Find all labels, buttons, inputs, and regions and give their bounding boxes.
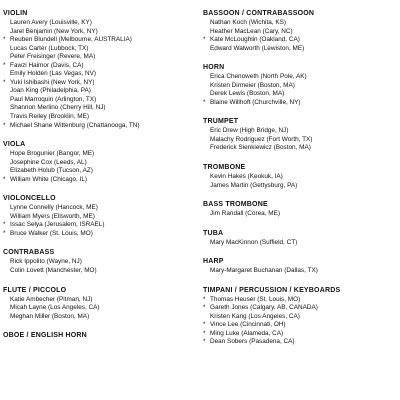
member-name: Eric Drew (High Bridge, NJ): [210, 127, 289, 135]
member-name: Joan King (Philadelphia, PA): [10, 87, 91, 95]
member-entry: [203, 28, 395, 37]
member-entry: [3, 45, 195, 54]
member-entry: [203, 267, 395, 276]
member-entry: [3, 36, 195, 45]
member-entry: [3, 258, 195, 267]
principal-marker: *: [3, 121, 6, 129]
member-entry: [3, 176, 195, 185]
principal-marker: *: [203, 36, 206, 44]
right-column: [203, 9, 395, 347]
member-entry: [3, 53, 195, 62]
member-entry: [203, 210, 395, 219]
member-name: Elizabeth Holub (Tucson, AZ): [10, 167, 93, 175]
section-spacer: [3, 130, 195, 140]
section-spacer: [3, 276, 195, 286]
section-violin: [3, 9, 195, 130]
member-entry: [203, 296, 395, 305]
member-name: Lucas Carter (Lubbock, TX): [10, 44, 89, 52]
section-trombone: [203, 163, 395, 190]
member-name: Issac Selya (Jerusalem, ISRAEL): [10, 221, 105, 229]
member-entry: [203, 239, 395, 248]
member-name: Kristen Kang (Los Angeles, CA): [210, 312, 300, 320]
section-heading: TROMBONE: [203, 164, 246, 172]
principal-marker: *: [3, 61, 6, 69]
member-entry: [3, 304, 195, 313]
member-entry: [203, 90, 395, 99]
principal-marker: *: [203, 304, 206, 312]
member-name: Josephine Cox (Leeds, AL): [10, 158, 87, 166]
member-name: Kristen Dirmeier (Boston, MA): [210, 81, 295, 89]
member-entry: [3, 213, 195, 222]
section-spacer: [3, 184, 195, 194]
member-name: Vince Lee (Cincinnati, OH): [210, 321, 286, 329]
member-entry: [3, 313, 195, 322]
section-heading: HARP: [203, 258, 224, 266]
section-horn: [203, 63, 395, 107]
section-heading: CONTRABASS: [3, 249, 55, 257]
section-spacer: [203, 190, 395, 200]
member-entry: [203, 321, 395, 330]
principal-marker: *: [203, 98, 206, 106]
member-entry: [203, 173, 395, 182]
member-name: Blaine Willhoft (Churchville, NY): [210, 98, 301, 106]
member-name: Ming Luke (Alameda, CA): [210, 329, 284, 337]
member-name: Erica Chenoweth (North Pole, AK): [210, 73, 307, 81]
section-harp: [203, 257, 395, 276]
member-name: William White (Chicago, IL): [10, 175, 88, 183]
member-name: Katie Ambecher (Pitman, NJ): [10, 295, 93, 303]
member-entry: [3, 96, 195, 105]
section-heading: OBOE / ENGLISH HORN: [3, 332, 87, 340]
member-name: Micah Layne (Los Angeles, CA): [10, 304, 100, 312]
member-entry: [3, 296, 195, 305]
member-entry: [203, 182, 395, 191]
member-entry: [3, 122, 195, 131]
section-heading: VIOLONCELLO: [3, 195, 56, 203]
section-spacer: [3, 238, 195, 248]
member-entry: [3, 221, 195, 230]
left-column: [3, 9, 195, 341]
section-heading: TUBA: [203, 229, 224, 237]
section-tuba: [203, 229, 395, 248]
member-entry: [3, 104, 195, 113]
member-entry: [3, 28, 195, 37]
member-name: Mary MacKinnon (Suffield, CT): [210, 238, 298, 246]
member-entry: [203, 99, 395, 108]
member-entry: [3, 113, 195, 122]
member-name: Malachy Rodriguez (Fort Worth, TX): [210, 135, 313, 143]
principal-marker: *: [203, 295, 206, 303]
member-name: Kevin Hakes (Keokuk, IA): [210, 173, 283, 181]
member-name: Lynne Connelly (Hancock, ME): [10, 204, 98, 212]
member-entry: [203, 73, 395, 82]
member-name: Jarel Benjamin (New York, NY): [10, 27, 98, 35]
member-entry: [203, 338, 395, 347]
section-heading: HORN: [203, 64, 225, 72]
member-entry: [203, 36, 395, 45]
member-name: Nathan Koch (Wichita, KS): [210, 19, 287, 26]
member-name: Jim Randall (Corea, ME): [210, 210, 280, 218]
section-trumpet: [203, 117, 395, 153]
section-timpani-percussion-keyboards: [203, 286, 395, 347]
member-name: Peter Freisinger (Revere, MA): [10, 53, 96, 61]
principal-marker: *: [203, 329, 206, 337]
member-entry: [203, 136, 395, 145]
section-contrabass: [3, 248, 195, 275]
member-entry: [203, 45, 395, 54]
member-name: Bruce Walker (St. Louis, MO): [10, 229, 93, 237]
member-entry: [3, 150, 195, 159]
member-name: Derek Lewis (Boston, MA): [210, 90, 285, 98]
member-name: James Martin (Gettysburg, PA): [210, 181, 298, 189]
section-spacer: [203, 219, 395, 229]
member-entry: [203, 82, 395, 91]
principal-marker: *: [3, 229, 6, 237]
member-name: Thomas Heuser (St. Louis, MO): [210, 295, 301, 303]
member-entry: [203, 313, 395, 322]
member-entry: [3, 79, 195, 88]
member-entry: [3, 267, 195, 276]
member-name: Meghan Miller (Boston, MA): [10, 312, 90, 320]
member-name: Lauren Avery (Louisville, KY): [10, 19, 92, 26]
member-name: Dean Sobers (Pasadena, CA): [210, 338, 295, 346]
member-name: William Myers (Ellsworth, ME): [10, 212, 95, 220]
member-name: Mary-Margaret Buchanan (Dallas, TX): [210, 267, 318, 275]
member-entry: [3, 159, 195, 168]
section-violoncello: [3, 194, 195, 238]
member-name: Michael Shane Wittenburg (Chattanooga, TN): [10, 121, 140, 129]
section-viola: [3, 140, 195, 184]
member-entry: [203, 127, 395, 136]
section-flute-piccolo: [3, 286, 195, 322]
member-name: Colin Lovett (Manchester, MO): [10, 267, 97, 275]
member-name: Frederick Sienkiewicz (Boston, MA): [210, 144, 311, 152]
section-heading: VIOLIN: [3, 10, 28, 17]
member-entry: [203, 19, 395, 28]
member-name: Gareth Jones (Calgary, AB, CANADA): [210, 304, 318, 312]
principal-marker: *: [3, 221, 6, 229]
member-entry: [3, 70, 195, 79]
section-spacer: [203, 107, 395, 117]
section-spacer: [203, 153, 395, 163]
member-entry: [3, 19, 195, 28]
member-entry: [3, 204, 195, 213]
member-entry: [3, 167, 195, 176]
section-bass-trombone: [203, 200, 395, 219]
member-name: Yuki Ishibashi (New York, NY): [10, 78, 95, 86]
principal-marker: *: [3, 36, 6, 44]
section-spacer: [3, 321, 195, 331]
member-name: Kate McLoughlin (Oakland, CA): [210, 36, 300, 44]
section-heading: TRUMPET: [203, 118, 239, 126]
member-entry: [203, 144, 395, 153]
section-heading: BASSOON / CONTRABASSOON: [203, 10, 315, 17]
member-name: Fawzi Haimor (Davis, CA): [10, 61, 84, 69]
section-spacer: [203, 53, 395, 63]
member-entry: [203, 304, 395, 313]
member-name: Hope Brogunier (Bangor, ME): [10, 150, 95, 158]
member-name: Reuben Blundell (Melbourne, AUSTRALIA): [10, 36, 132, 44]
section-spacer: [203, 276, 395, 286]
member-name: Paul Marroquin (Arlington, TX): [10, 95, 97, 103]
section-oboe-english-horn: [3, 331, 195, 341]
principal-marker: *: [203, 338, 206, 346]
member-name: Emily Holden (Las Vegas, NV): [10, 70, 96, 78]
principal-marker: *: [3, 78, 6, 86]
section-heading: VIOLA: [3, 141, 26, 149]
section-heading: TIMPANI / PERCUSSION / KEYBOARDS: [203, 286, 341, 294]
member-name: Heather MacLean (Cary, NC): [210, 27, 293, 35]
principal-marker: *: [3, 175, 6, 183]
member-entry: [3, 62, 195, 71]
member-name: Shannon Merlino (Cherry Hill, NJ): [10, 104, 106, 112]
section-bassoon-contrabassoon: [203, 9, 395, 53]
member-entry: [203, 330, 395, 339]
section-spacer: [203, 247, 395, 257]
member-entry: [3, 230, 195, 239]
member-name: Edward Walworth (Lewiston, ME): [210, 44, 305, 52]
section-heading: BASS TROMBONE: [203, 201, 268, 209]
member-entry: [3, 87, 195, 96]
member-name: Travis Reiley (Brooklin, ME): [10, 113, 89, 121]
principal-marker: *: [203, 321, 206, 329]
section-heading: FLUTE / PICCOLO: [3, 286, 67, 294]
member-name: Rick Ippolito (Wayne, NJ): [10, 258, 82, 266]
